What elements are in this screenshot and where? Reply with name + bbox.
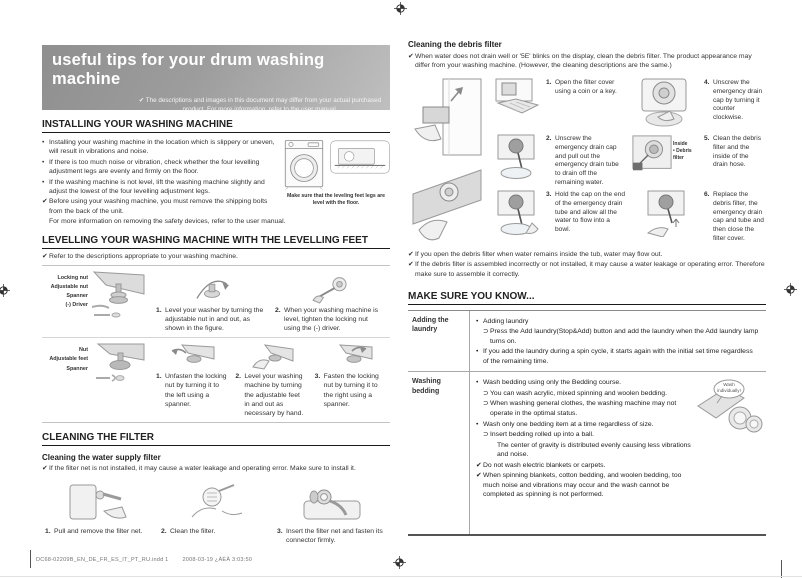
adjustable-feet-illustration — [88, 342, 146, 388]
list-text: The center of gravity is distributed evenly causing less vibrations and noise. — [497, 441, 691, 459]
table-row-label: Adding the laundry — [408, 311, 470, 372]
registration-mark-icon — [394, 2, 407, 15]
part-label: Nut — [79, 347, 88, 354]
clean-filter-illustration — [161, 479, 271, 527]
step-item — [156, 372, 227, 409]
bullet-marker: • — [42, 158, 45, 166]
debris-note-item — [408, 260, 766, 279]
list-text: Do not wash electric blankets or carpets. — [483, 461, 606, 469]
bullet-item — [42, 158, 282, 177]
step-item — [275, 306, 386, 334]
table-row-content — [470, 311, 766, 372]
part-label: Spanner — [66, 365, 88, 372]
inside-debris-label — [673, 133, 699, 162]
part-label: Locking nut — [57, 274, 88, 281]
list-item — [476, 441, 692, 460]
list-marker — [490, 441, 497, 460]
more-info-line — [42, 217, 390, 226]
list-item — [476, 347, 760, 366]
bullet-marker: • — [42, 178, 45, 186]
check-note — [42, 197, 282, 216]
check-marker: ✔ — [42, 198, 48, 206]
cleaning-filter-note — [42, 464, 390, 473]
left-column — [42, 45, 390, 545]
coin-open-cover-illustration — [411, 164, 483, 246]
right-column — [408, 40, 766, 536]
list-marker: ⊃ — [483, 389, 489, 397]
speech-bubble-text: Wash individually! — [717, 382, 741, 393]
bullet-text: If the washing machine is not level, lift the washing machine slightly and adjust the lowest of the four levelling adjustment legs. — [49, 178, 265, 195]
step-item — [702, 133, 766, 189]
turn-adjustable-nut-illustration — [156, 270, 267, 306]
list-marker: ✔ — [476, 472, 482, 480]
inside-label-text: Inside — [673, 140, 688, 147]
part-label: Adjustable nut — [50, 283, 88, 290]
step-text: Unfasten the locking nut by turning it to the left using a spanner. — [165, 373, 227, 408]
filter-step — [158, 479, 274, 545]
list-marker: • — [476, 348, 479, 356]
levelling-figures — [42, 265, 390, 423]
debris-steps-right — [702, 77, 766, 246]
page-title: useful tips for your drum washing machine — [52, 51, 325, 88]
levelling-row-1 — [42, 266, 390, 338]
registration-mark-icon — [784, 283, 797, 296]
step-item — [544, 77, 628, 133]
bullet-item — [42, 138, 282, 157]
step-text: Clean the debris filter and the inside of the drain hose. — [713, 134, 762, 169]
know-table — [408, 310, 766, 537]
step-text: Unscrew the emergency drain cap by turning it counter clockwise. — [713, 78, 763, 122]
list-marker: • — [476, 420, 479, 428]
cleaning-filter-steps — [42, 479, 390, 545]
water-supply-filter-subheading: Cleaning the water supply filter — [42, 453, 161, 463]
levelling-step — [231, 342, 310, 418]
check-marker: ✔ — [42, 253, 48, 261]
list-item — [476, 420, 692, 430]
list-marker: ⊃ — [483, 431, 489, 439]
step-number: 2. — [235, 373, 241, 381]
spacer — [42, 217, 49, 226]
installing-figure — [282, 137, 390, 216]
fasten-nut-illustration — [315, 342, 386, 372]
debris-notes — [408, 250, 766, 279]
step-text: Pull and remove the filter net. — [54, 527, 143, 535]
footer-filename: DC68-02209B_EN_DE_FR_ES_IT_PT_RU.indd 1 — [36, 557, 169, 563]
step-number: 6. — [704, 190, 710, 198]
list-text: When washing general clothes, the washing machine may not operate in the optimal status. — [490, 400, 677, 417]
step-item — [544, 189, 628, 245]
step-number: 1. — [546, 78, 552, 86]
step-text: Clean the filter. — [170, 527, 216, 535]
installing-heading: INSTALLING YOUR WASHING MACHINE — [42, 119, 390, 133]
banner-note: ✔ The descriptions and images in this document may differ from your actual purchased product. For more information, refer to the user manual. — [138, 97, 382, 114]
more-info-text: For more information on removing the safety devices, refer to the user manual. — [49, 218, 286, 225]
part-label: Spanner — [66, 293, 88, 300]
list-item — [476, 327, 760, 346]
step-number: 3. — [277, 527, 283, 535]
level-floor-illustration — [330, 137, 390, 191]
step-number: 2. — [161, 527, 167, 535]
debris-filter-label-text: • Debris filter — [673, 147, 692, 161]
bullet-text: Installing your washing machine in the location which is slippery or uneven, will result in vibrations and noise. — [49, 139, 275, 156]
list-marker: ⊃ — [483, 328, 489, 336]
step-number: 2. — [546, 134, 552, 142]
drain-cap-bowl-illustration — [486, 133, 544, 189]
filter-step — [42, 479, 158, 545]
step-item — [702, 77, 766, 133]
tighten-locking-nut-illustration — [275, 270, 386, 306]
drain-tube-bowl-illustration — [486, 189, 544, 245]
check-marker: ✔ — [408, 250, 414, 258]
table-row-label: Washing bedding — [408, 372, 470, 534]
table-row — [408, 371, 766, 534]
parts-diagram — [42, 342, 152, 418]
step-text: Level your washing machine by turning the adjustable feet in and out as necessary by hand. — [244, 373, 304, 417]
filter-step — [274, 479, 390, 545]
list-text: If you add the laundry during a spin cycle, it starts again with the initial set time regardless of the remaining time. — [483, 348, 753, 365]
footer-print-info — [36, 557, 266, 563]
levelling-step — [271, 270, 390, 334]
turn-feet-by-hand-illustration — [235, 342, 306, 372]
debris-filter-heading: Cleaning the debris filter — [408, 40, 502, 49]
step-item — [277, 527, 387, 545]
list-text: Adding laundry — [483, 317, 529, 325]
bullet-item — [42, 178, 282, 197]
levelling-step — [311, 342, 390, 418]
note-text: If you open the debris filter when water remains inside the tub, water may flow out. — [415, 250, 663, 258]
list-marker: ✔ — [476, 461, 482, 469]
bedding-illustration — [694, 376, 764, 436]
table-row-content — [470, 372, 766, 534]
step-item — [45, 527, 155, 536]
insert-filter-net-illustration — [277, 479, 387, 527]
part-labels — [42, 270, 88, 311]
list-marker: ⊃ — [483, 400, 489, 408]
list-text: Insert bedding rolled up into a ball. — [490, 431, 594, 439]
part-label: Adjustable feet — [49, 356, 88, 363]
list-item — [476, 389, 692, 399]
pull-filter-net-illustration — [45, 479, 155, 527]
list-text: Wash bedding using only the Bedding course. — [483, 379, 622, 387]
step-number: 3. — [314, 373, 321, 381]
step-number: 1. — [45, 527, 51, 535]
step-number: 2. — [275, 306, 281, 314]
list-item — [476, 317, 760, 327]
list-item — [476, 461, 692, 471]
cleaning-filter-heading: CLEANING THE FILTER — [42, 432, 390, 446]
page-edge-line — [0, 576, 802, 577]
installing-body — [42, 137, 390, 216]
installing-bullets — [42, 137, 282, 216]
note-text: When water does not drain well or '5E' blinks on the display, clean the debris filter. The product appearance may differ from your washing machine. (However, the cleaning descriptions are the same.) — [415, 53, 752, 70]
list-item — [476, 471, 692, 500]
step-number: 1. — [156, 373, 162, 381]
step-item — [544, 133, 628, 189]
table-row — [408, 311, 766, 372]
step-text: Hold the cap on the end of the emergency drain tube and allow all the water to flow into a bowl. — [555, 190, 626, 234]
debris-steps-left — [544, 77, 628, 246]
levelling-step — [152, 270, 271, 334]
figure-group — [282, 137, 390, 191]
note-text: Refer to the descriptions appropriate to your washing machine. — [49, 253, 238, 261]
note-text: If the debris filter is assembled incorrectly or not installed, it may cause a water leakage or operating error. Therefore make sure to assemble it correctly. — [415, 261, 765, 278]
step-item — [702, 189, 766, 245]
part-label: (-) Driver — [65, 302, 88, 309]
list-text: Wash only one bedding item at a time regardless of size. — [483, 420, 654, 428]
step-text: Fasten the locking nut by turning it to the right using a spanner. — [323, 373, 379, 408]
step-text: When your washing machine is level, tighten the locking nut using the (-) driver. — [284, 306, 379, 333]
footer-datetime: 2008-03-19 ¿ÀÈÄ 3:03:50 — [182, 557, 253, 563]
bullet-text: If there is too much noise or vibration, check whether the four levelling adjustment legs are evenly and firmly on the floor. — [49, 158, 260, 176]
step-number: 3. — [546, 190, 552, 198]
check-marker: ✔ — [408, 53, 414, 60]
debris-large-figures — [408, 77, 486, 246]
step-text: Replace the debris filter, the emergency drain cap and tube and then close the filter cover. — [713, 190, 764, 243]
parts-diagram — [42, 270, 152, 334]
figure-caption: Make sure that the leveling feet legs are level with the floor. — [286, 193, 386, 206]
filter-cover-open-illustration — [486, 77, 544, 133]
make-sure-heading: MAKE SURE YOU KNOW... — [408, 291, 766, 305]
bullet-marker: • — [42, 139, 45, 146]
debris-small-figures-left — [486, 77, 544, 246]
step-text: Insert the filter net and fasten its connector firmly. — [286, 527, 383, 544]
step-text: Open the filter cover using a coin or a key. — [555, 78, 617, 95]
crop-tick — [30, 550, 31, 568]
bedding-text-block — [476, 378, 692, 499]
step-item — [315, 372, 386, 409]
step-number: 5. — [704, 134, 710, 142]
levelling-feet-illustration — [88, 270, 146, 320]
washer-front-illustration — [282, 137, 326, 191]
page-banner — [42, 45, 390, 114]
debris-note — [408, 52, 766, 71]
debris-small-figures-right — [628, 77, 702, 246]
debris-figure-grid — [408, 77, 766, 246]
levelling-step — [152, 342, 231, 418]
check-text: Before using your washing machine, you must remove the shipping bolts from the back of the unit. — [49, 198, 268, 215]
step-text: Unscrew the emergency drain cap and pull out the emergency drain tube to drain off the remaining water. — [555, 134, 619, 187]
note-text: If the filter net is not installed, it may cause a water leakage and operating error. Make sure to install it. — [49, 465, 356, 473]
step-number: 4. — [704, 78, 710, 86]
check-marker: ✔ — [42, 465, 48, 473]
list-text: Press the Add laundry(Stop&Add) button and add the laundry when the Add laundry lamp turns on. — [490, 328, 759, 345]
list-text: You can wash acrylic, mixed spinning and woolen bedding. — [490, 389, 667, 397]
step-text: Level your washer by turning the adjustable nut in and out, as shown in the figure. — [165, 306, 264, 333]
check-marker: ✔ — [408, 261, 414, 269]
debris-note-item — [408, 250, 766, 259]
step-number: 1. — [156, 306, 162, 314]
replace-filter-illustration — [628, 189, 702, 245]
registration-mark-icon — [0, 284, 10, 297]
levelling-heading: LEVELLING YOUR WASHING MACHINE WITH THE LEVELLING FEET — [42, 235, 390, 249]
levelling-row-2 — [42, 337, 390, 422]
unfasten-nut-illustration — [156, 342, 227, 372]
list-text: When spinning blankets, cotton bedding, and woolen bedding, too much noise and vibrations may occur and the wash cannot be completed as spinning is not performed. — [483, 472, 682, 499]
debris-filter-inside-illustration — [628, 133, 702, 189]
list-item — [476, 378, 692, 388]
step-item — [156, 306, 267, 334]
list-marker: • — [476, 379, 479, 387]
unscrew-cap-illustration — [628, 77, 702, 133]
open-filter-cover-illustration — [411, 77, 483, 157]
list-marker: • — [476, 317, 479, 325]
registration-mark-icon — [393, 556, 406, 569]
step-item — [235, 372, 306, 418]
part-labels — [42, 342, 88, 374]
list-item — [476, 430, 692, 440]
levelling-note — [42, 252, 390, 261]
step-item — [161, 527, 271, 536]
list-item — [476, 399, 692, 418]
